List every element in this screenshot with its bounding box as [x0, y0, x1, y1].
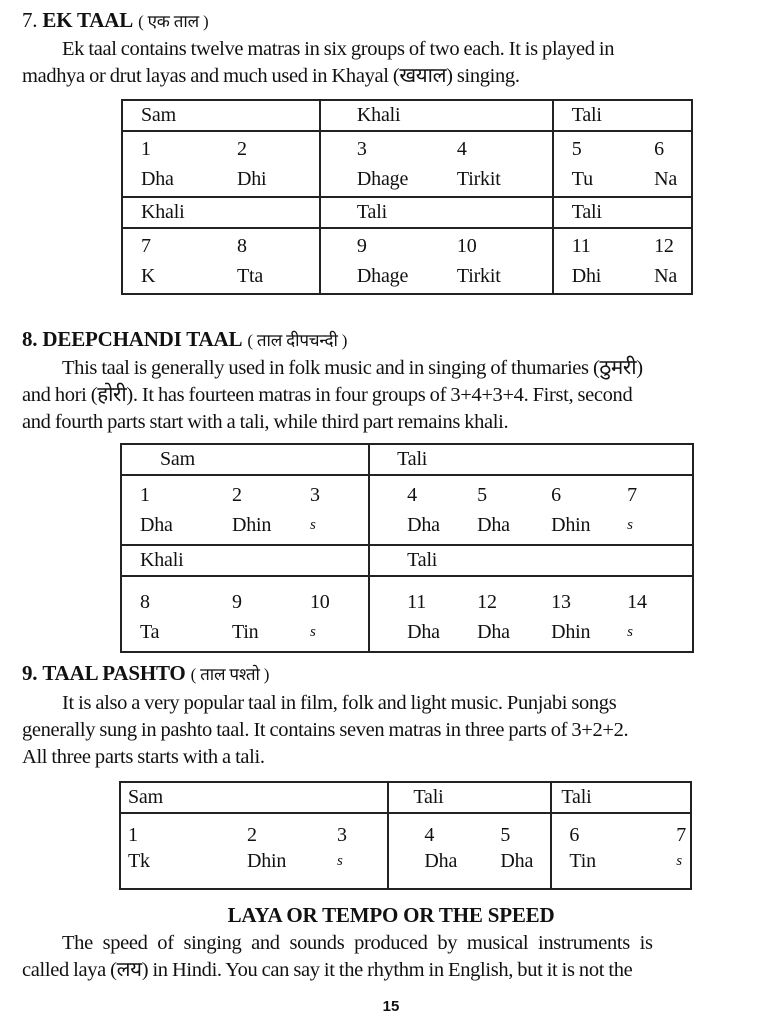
matra-number: 3: [310, 484, 320, 506]
matra-number: 11: [571, 235, 591, 257]
table-row-labels: [122, 197, 692, 228]
bol: Dhin: [551, 514, 591, 536]
bol: Dhin: [551, 621, 591, 643]
vibhag-cell: [369, 576, 693, 652]
matra-number: 7: [141, 235, 151, 257]
paragraph-line: madhya or drut layas and much used in Khayal (खयाल) singing.: [22, 65, 520, 87]
bol: Dha: [477, 621, 510, 643]
bol: Ta: [140, 621, 160, 643]
bol: Tta: [237, 265, 264, 287]
paragraph-line: and fourth parts start with a tali, while third part remains khali.: [22, 411, 509, 433]
bol: Dha: [407, 514, 440, 536]
bol: Dhin: [232, 514, 272, 536]
bol: Dha: [407, 621, 440, 643]
matra-number: 4: [456, 138, 467, 160]
matra-number: 5: [500, 824, 511, 846]
section-title-hindi: ( एक ताल ): [138, 12, 209, 31]
matra-number: 5: [571, 138, 582, 160]
section-number: 7.: [22, 8, 38, 32]
bol: Tin: [569, 850, 596, 872]
table-row-labels: [121, 545, 693, 576]
vibhag-label: Sam: [120, 782, 388, 813]
bol: Dha: [477, 514, 510, 536]
avagraha-symbol: s: [310, 517, 316, 533]
matra-number: 5: [477, 484, 487, 506]
vibhag-label: Tali: [369, 444, 693, 475]
bol: Dhin: [247, 850, 287, 872]
vibhag-label: Khali: [121, 545, 369, 576]
bol: Dha: [424, 850, 458, 872]
bol: Tirkit: [456, 168, 501, 190]
matra-number: 1: [140, 484, 150, 506]
vibhag-cell: [121, 576, 369, 652]
vibhag-label: Tali: [553, 197, 692, 228]
matra-number: 3: [337, 824, 347, 846]
vibhag-label: Tali: [553, 100, 692, 131]
matra-number: 2: [232, 484, 242, 506]
avagraha-symbol: s: [676, 853, 682, 869]
paragraph-line: and hori (होरी). It has fourteen matras in four groups of 3+4+3+4. First, second: [22, 384, 633, 406]
matra-number: 10: [310, 591, 330, 613]
matra-number: 12: [477, 591, 497, 613]
matra-number: 3: [356, 138, 367, 160]
matra-number: 2: [247, 824, 257, 846]
bol: Dhi: [571, 265, 602, 287]
bol: Dha: [141, 168, 174, 190]
vibhag-label: Khali: [122, 197, 320, 228]
vibhag-cell: [369, 475, 693, 545]
vibhag-label: Sam: [122, 100, 320, 131]
section-paragraph-ek-taal: [22, 36, 734, 90]
matra-number: 1: [128, 824, 138, 846]
vibhag-label: Khali: [320, 100, 553, 131]
section-title: EK TAAL: [42, 8, 134, 32]
bol: Dha: [140, 514, 173, 536]
table-row-matras: [122, 228, 692, 294]
avagraha-symbol: s: [627, 517, 633, 533]
bol: Dhage: [356, 168, 409, 190]
vibhag-label: Sam: [121, 444, 369, 475]
vibhag-cell: [553, 131, 692, 197]
deepchandi-taal-table: [120, 443, 694, 653]
matra-number: 8: [237, 235, 247, 257]
page-number: 15: [382, 998, 400, 1015]
matra-number: 14: [627, 591, 647, 613]
vibhag-label: Tali: [320, 197, 553, 228]
matra-number: 11: [407, 591, 426, 613]
paragraph-line: Ek taal contains twelve matras in six groups of two each. It is played in: [62, 38, 615, 60]
vibhag-label: Tali: [369, 545, 693, 576]
paragraph-line: It is also a very popular taal in film, folk and light music. Punjabi songs: [62, 692, 617, 714]
table-row-labels: [121, 444, 693, 475]
bol: Na: [654, 168, 677, 190]
section-heading-ek-taal: [22, 8, 208, 34]
section-title-hindi: ( ताल पश्तो ): [190, 665, 270, 684]
section-number: 8.: [22, 327, 38, 351]
paragraph-line: The speed of singing and sounds produced by musical instruments is: [62, 932, 653, 954]
section-paragraph-taal-pashto: [22, 690, 734, 771]
matra-number: 6: [569, 824, 580, 846]
section-title: DEEPCHANDI TAAL: [42, 327, 243, 351]
avagraha-symbol: s: [627, 624, 633, 640]
paragraph-line: All three parts starts with a tali.: [22, 746, 265, 768]
table-row-labels: [120, 782, 691, 813]
table-row-matras: [122, 131, 692, 197]
vibhag-label: Tali: [388, 782, 551, 813]
vibhag-label: Tali: [551, 782, 691, 813]
bol: Tirkit: [456, 265, 501, 287]
vibhag-cell: [388, 813, 551, 889]
bol: Dhi: [237, 168, 267, 190]
bol: Dha: [500, 850, 534, 872]
vibhag-cell: [320, 228, 553, 294]
matra-number: 8: [140, 591, 150, 613]
bol: Tin: [232, 621, 259, 643]
matra-number: 4: [407, 484, 417, 506]
section-number: 9.: [22, 661, 38, 685]
vibhag-cell: [320, 131, 553, 197]
paragraph-line: This taal is generally used in folk music and in singing of thumaries (ठुमरी): [62, 357, 643, 379]
bol: Dhage: [356, 265, 409, 287]
bol: Tk: [128, 850, 150, 872]
table-row-matras: [121, 475, 693, 545]
vibhag-cell: [122, 131, 320, 197]
section-heading-deepchandi-taal: [22, 327, 347, 353]
section-heading-taal-pashto: [22, 661, 269, 687]
taal-pashto-table: [119, 781, 692, 890]
avagraha-symbol: s: [310, 624, 316, 640]
matra-number: 4: [424, 824, 435, 846]
matra-number: 2: [237, 138, 247, 160]
matra-number: 6: [654, 138, 664, 160]
matra-number: 1: [141, 138, 151, 160]
section-title: TAAL PASHTO: [42, 661, 186, 685]
table-row-labels: [122, 100, 692, 131]
matra-number: 13: [551, 591, 571, 613]
table-row-matras: [120, 813, 691, 889]
bol: Na: [654, 265, 677, 287]
laya-paragraph: [22, 930, 734, 984]
table-row-matras: [121, 576, 693, 652]
vibhag-cell: [553, 228, 692, 294]
laya-heading: LAYA OR TEMPO OR THE SPEED: [227, 903, 555, 927]
section-title-hindi: ( ताल दीपचन्दी ): [247, 331, 348, 350]
bol: Tu: [571, 168, 593, 190]
matra-number: 10: [456, 235, 477, 257]
vibhag-cell: [122, 228, 320, 294]
section-paragraph-deepchandi-taal: [22, 355, 734, 436]
matra-number: 9: [232, 591, 242, 613]
vibhag-cell: [551, 813, 691, 889]
matra-number: 9: [356, 235, 367, 257]
vibhag-cell: [121, 475, 369, 545]
matra-number: 7: [676, 824, 686, 846]
avagraha-symbol: s: [337, 853, 343, 869]
paragraph-line: called laya (लय) in Hindi. You can say it the rhythm in English, but it is not the: [22, 959, 633, 981]
vibhag-cell: [120, 813, 388, 889]
matra-number: 6: [551, 484, 561, 506]
ek-taal-table: [121, 99, 693, 295]
matra-number: 7: [627, 484, 637, 506]
matra-number: 12: [654, 235, 674, 257]
paragraph-line: generally sung in pashto taal. It contains seven matras in three parts of 3+2+2.: [22, 719, 629, 741]
bol: K: [141, 265, 156, 287]
